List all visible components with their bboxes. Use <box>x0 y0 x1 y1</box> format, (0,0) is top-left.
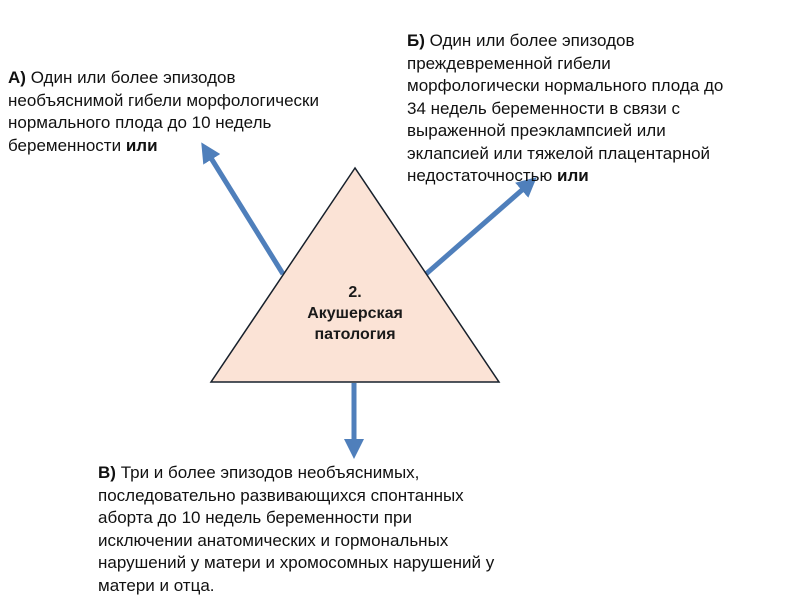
criterion-b-line-4: 34 недель беременности в связи с <box>407 98 681 118</box>
criterion-a-line-1-text: Один или более эпизодов <box>30 68 236 87</box>
criterion-a-line-3: нормального плода до 10 недель <box>8 113 272 132</box>
criterion-v-line-3: аборта до 10 недель беременности при <box>98 508 412 527</box>
criterion-a-line-2: необъяснимой гибели морфологически <box>8 90 319 110</box>
center-label <box>280 282 430 345</box>
criterion-b-line-6: эклапсией или тяжелой плацентарной <box>407 143 711 163</box>
criterion-b-line-1-text: Один или более эпизодов <box>429 31 635 50</box>
criterion-b-line-7-text: недостаточностью <box>407 166 553 185</box>
criterion-b-line-1 <box>407 30 723 53</box>
criterion-v-line-5: нарушений у матери и хромосомных нарушений у <box>98 553 495 572</box>
criterion-a-line-1 <box>8 67 319 90</box>
criterion-b-line-7 <box>407 165 723 188</box>
criterion-a-line-4-text: беременности <box>8 135 122 155</box>
criterion-v-line-1-text: Три и более эпизодов необъяснимых, <box>120 463 420 482</box>
criterion-b-line-2: преждевременной гибели <box>407 53 611 73</box>
criterion-b-conjunction: или <box>557 166 589 185</box>
criterion-v-line-2: последовательно развивающихся спонтанных <box>98 485 464 505</box>
criterion-b-line-3: морфологически нормального плода до <box>407 76 724 95</box>
center-label-number: 2. <box>348 284 362 301</box>
arrow-to-block-a <box>206 150 283 274</box>
arrow-to-block-b <box>426 183 530 274</box>
criterion-v-line-4: исключении анатомических и гормональных <box>98 530 449 550</box>
criterion-a-conjunction: или <box>125 135 158 155</box>
criterion-v-line-1 <box>98 462 494 485</box>
criterion-a-line-4 <box>8 135 319 158</box>
criterion-v-text <box>98 462 494 597</box>
criterion-v-marker: В) <box>98 463 116 482</box>
criterion-b-line-5: выраженной преэклампсией или <box>407 121 666 140</box>
obstetric-pathology-triangle <box>211 168 499 382</box>
criterion-b-text <box>407 30 723 188</box>
criterion-a-text <box>8 67 319 157</box>
criterion-v-line-6: матери и отца. <box>98 575 215 595</box>
criterion-b-marker: Б) <box>407 31 425 50</box>
center-label-line-1: Акушерская <box>307 305 403 322</box>
center-label-line-2: патология <box>314 326 396 343</box>
criterion-a-marker: А) <box>8 68 26 87</box>
